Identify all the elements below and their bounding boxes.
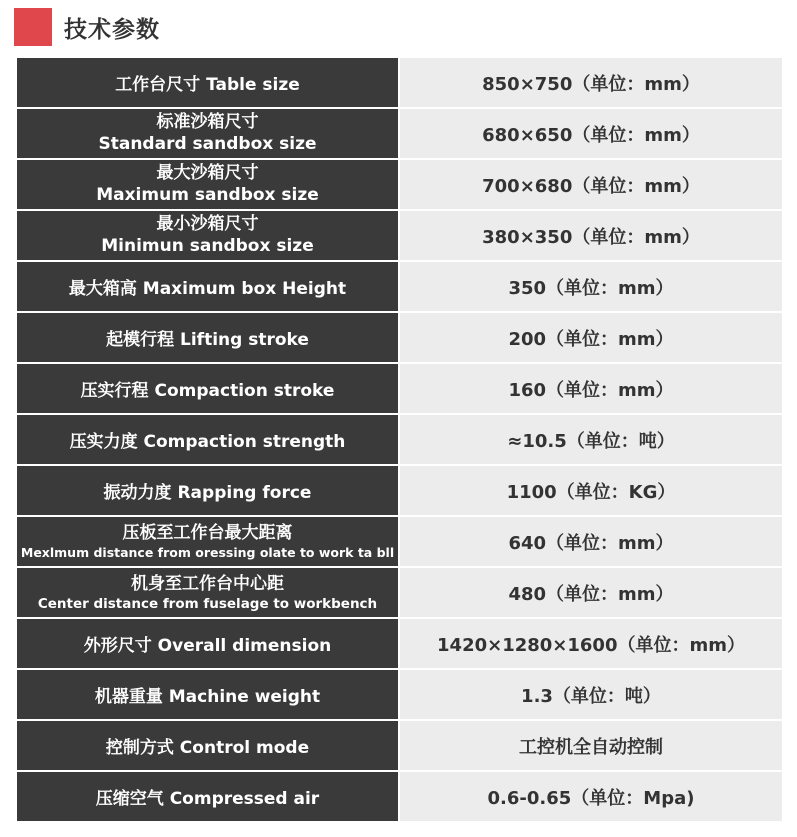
spec-label-cn: 标准沙箱尺寸 xyxy=(156,112,259,132)
table-row xyxy=(17,211,782,262)
spec-value: 700×680（单位：mm） xyxy=(400,160,782,211)
section-header xyxy=(14,8,160,46)
spec-label: 机器重量 Machine weight xyxy=(17,670,400,721)
table-row xyxy=(17,772,782,823)
accent-square-icon xyxy=(14,8,52,46)
spec-label: 控制方式 Control mode xyxy=(17,721,400,772)
spec-label xyxy=(17,568,400,619)
table-row xyxy=(17,568,782,619)
spec-label: 压实力度 Compaction strength xyxy=(17,415,400,466)
spec-label xyxy=(17,517,400,568)
spec-label xyxy=(17,109,400,160)
spec-table xyxy=(17,58,782,823)
spec-value: 380×350（单位：mm） xyxy=(400,211,782,262)
spec-label-en: Center distance from fuselage to workbench xyxy=(37,595,378,612)
spec-label-en: Standard sandbox size xyxy=(98,134,317,154)
spec-label xyxy=(17,160,400,211)
spec-value: 480（单位：mm） xyxy=(400,568,782,619)
spec-value: 1420×1280×1600（单位：mm） xyxy=(400,619,782,670)
table-row xyxy=(17,466,782,517)
spec-label: 最大箱高 Maximum box Height xyxy=(17,262,400,313)
spec-label-cn: 最大沙箱尺寸 xyxy=(156,163,259,183)
spec-label-cn: 机身至工作台中心距 xyxy=(131,573,284,594)
spec-value: 工控机全自动控制 xyxy=(400,721,782,772)
table-row xyxy=(17,262,782,313)
table-row xyxy=(17,160,782,211)
table-row xyxy=(17,364,782,415)
table-row xyxy=(17,58,782,109)
spec-label-en: Minimun sandbox size xyxy=(101,236,314,256)
spec-label: 压实行程 Compaction stroke xyxy=(17,364,400,415)
spec-label: 起模行程 Lifting stroke xyxy=(17,313,400,364)
spec-label xyxy=(17,211,400,262)
table-row xyxy=(17,415,782,466)
spec-label: 外形尺寸 Overall dimension xyxy=(17,619,400,670)
spec-label-cn: 压板至工作台最大距离 xyxy=(122,522,293,543)
spec-value: 850×750（单位：mm） xyxy=(400,58,782,109)
spec-value: 1.3（单位：吨） xyxy=(400,670,782,721)
table-row xyxy=(17,619,782,670)
spec-label: 压缩空气 Compressed air xyxy=(17,772,400,823)
table-row xyxy=(17,721,782,772)
section-title: 技术参数 xyxy=(64,16,160,43)
spec-label: 振动力度 Rapping force xyxy=(17,466,400,517)
spec-label: 工作台尺寸 Table size xyxy=(17,58,400,109)
spec-value: 680×650（单位：mm） xyxy=(400,109,782,160)
table-row xyxy=(17,670,782,721)
table-row xyxy=(17,517,782,568)
spec-value: ≈10.5（单位：吨） xyxy=(400,415,782,466)
spec-value: 200（单位：mm） xyxy=(400,313,782,364)
spec-value: 160（单位：mm） xyxy=(400,364,782,415)
spec-value: 350（单位：mm） xyxy=(400,262,782,313)
spec-value: 0.6-0.65（单位：Mpa) xyxy=(400,772,782,823)
table-row xyxy=(17,109,782,160)
spec-value: 640（单位：mm） xyxy=(400,517,782,568)
spec-label-en: Maximum sandbox size xyxy=(96,185,319,205)
spec-label-en: Mexlmum distance from oressing olate to work ta bll xyxy=(20,544,395,560)
spec-value: 1100（单位：KG） xyxy=(400,466,782,517)
spec-label-cn: 最小沙箱尺寸 xyxy=(156,214,259,234)
table-row xyxy=(17,313,782,364)
